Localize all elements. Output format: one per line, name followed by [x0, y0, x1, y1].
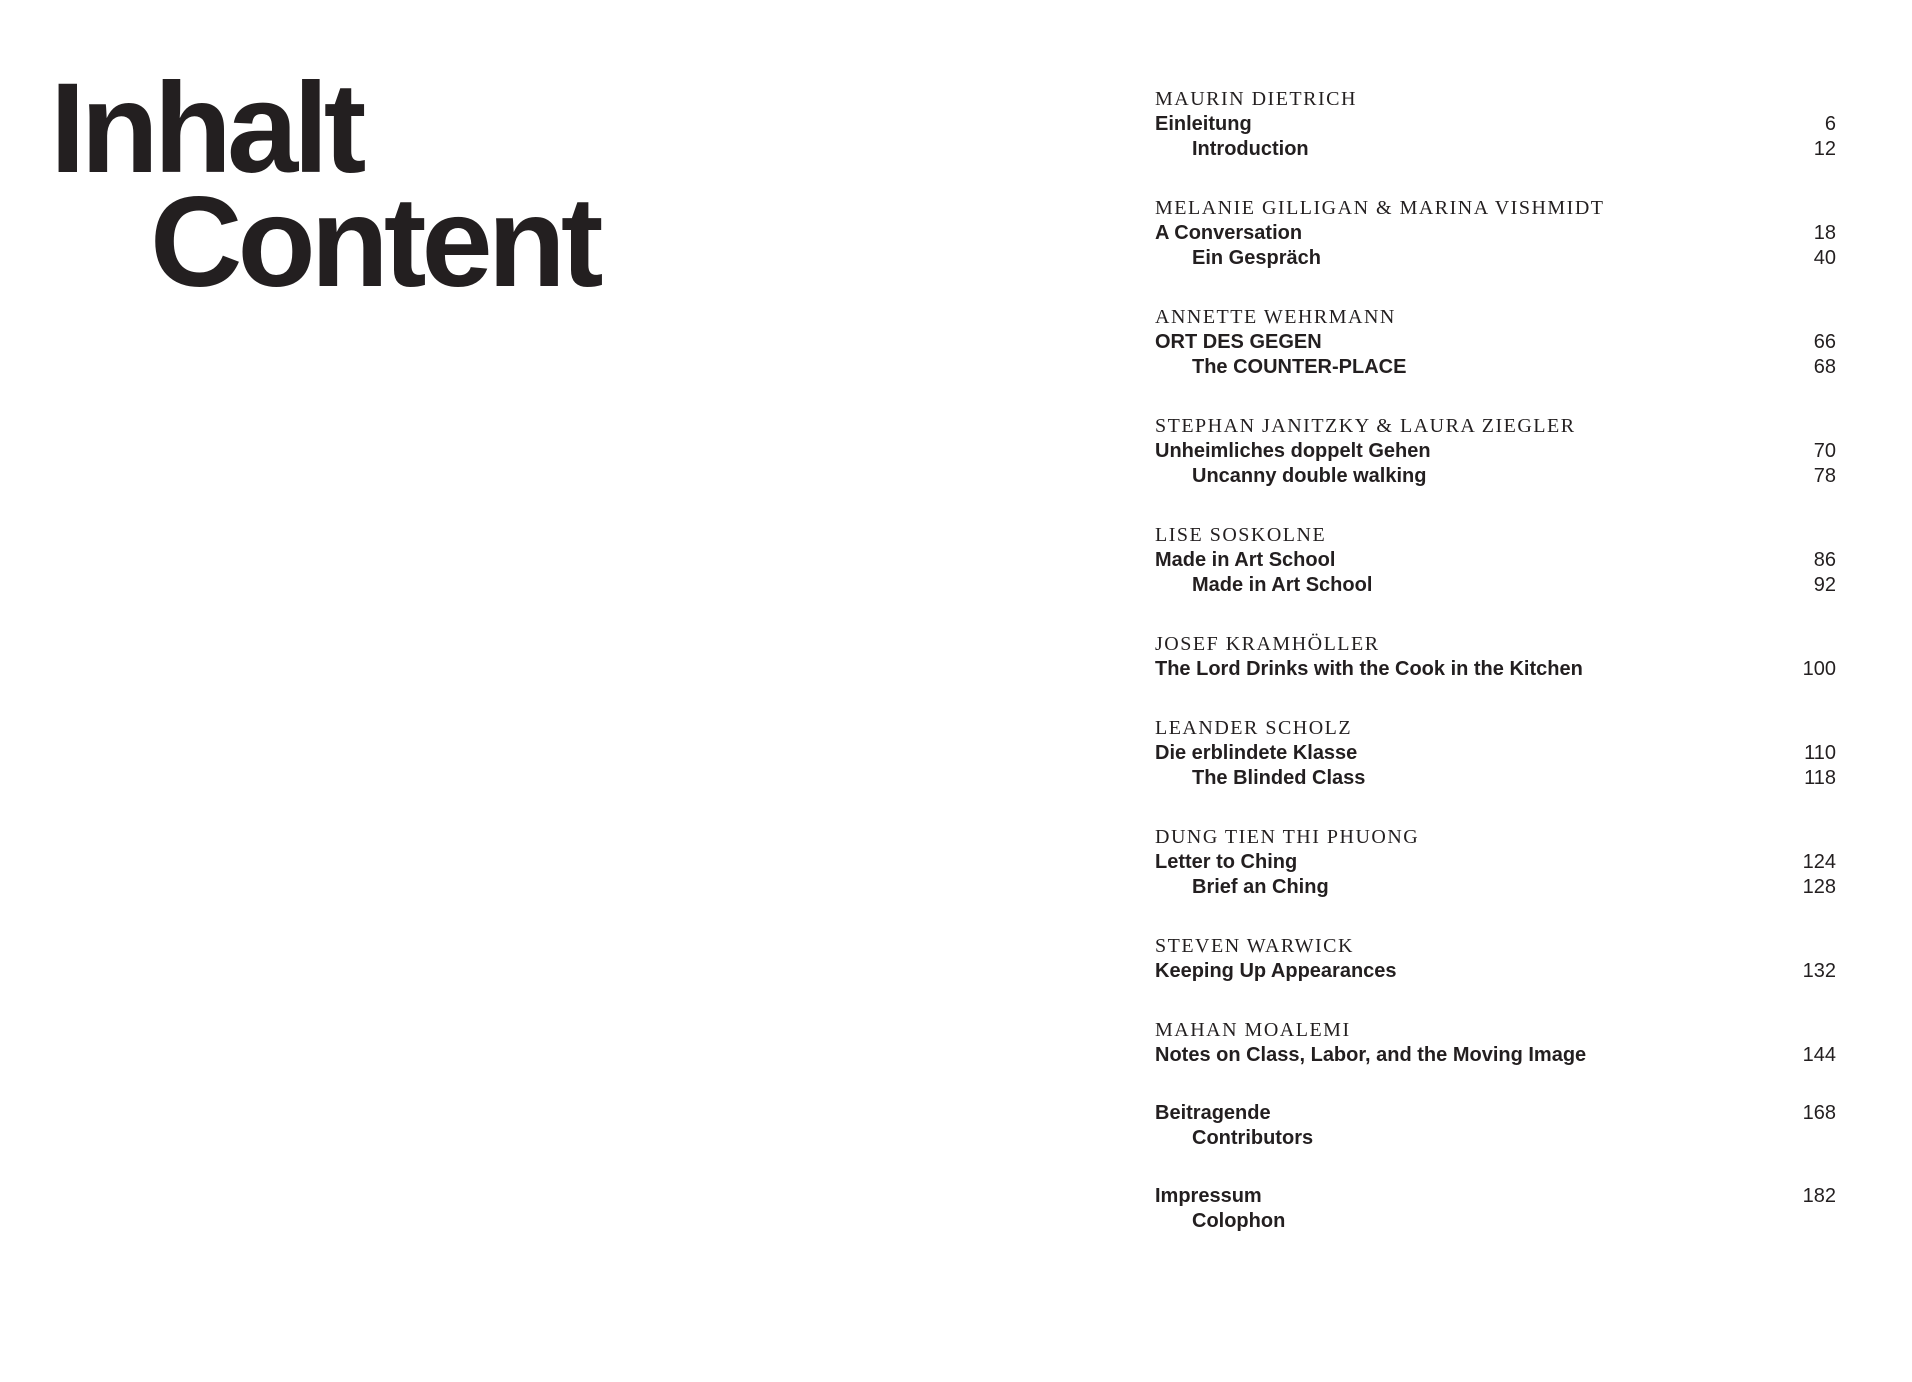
- toc-entry: [1155, 548, 1836, 573]
- toc-group: [1155, 933, 1836, 984]
- toc-entry: [1155, 741, 1836, 766]
- toc-entry-title: Beitragende: [1155, 1102, 1271, 1124]
- toc-page-number: 66: [1813, 331, 1836, 353]
- toc-entry-title: Keeping Up Appearances: [1155, 960, 1397, 982]
- toc-entry-translation: [1155, 137, 1836, 162]
- toc-entry-title: The Blinded Class: [1192, 767, 1366, 789]
- toc-entry-translation: [1155, 355, 1836, 380]
- toc-page-number: 68: [1813, 356, 1836, 378]
- toc-entry-title: Made in Art School: [1155, 549, 1336, 571]
- toc-entry-translation: [1155, 766, 1836, 791]
- table-of-contents: [1155, 86, 1836, 1267]
- toc-page-number: 100: [1802, 658, 1836, 680]
- toc-group: [1155, 824, 1836, 900]
- toc-page-number: 144: [1802, 1044, 1836, 1066]
- toc-entry-title: Die erblindete Klasse: [1155, 742, 1358, 764]
- toc-author: JOSEF KRAMHÖLLER: [1155, 633, 1380, 655]
- toc-group: [1155, 715, 1836, 791]
- toc-page-number: 128: [1802, 876, 1836, 898]
- toc-entry: [1155, 221, 1836, 246]
- toc-entry-translation: [1155, 246, 1836, 271]
- toc-group: [1155, 304, 1836, 380]
- toc-page-number: 78: [1813, 465, 1836, 487]
- toc-entry-title: Contributors: [1192, 1127, 1314, 1149]
- toc-entry-title: The COUNTER-PLACE: [1192, 356, 1407, 378]
- toc-author: ANNETTE WEHRMANN: [1155, 306, 1396, 328]
- toc-group: [1155, 1101, 1836, 1151]
- toc-author: MAHAN MOALEMI: [1155, 1019, 1351, 1041]
- toc-author: LISE SOSKOLNE: [1155, 524, 1327, 546]
- toc-entry-title: Ein Gespräch: [1192, 247, 1321, 269]
- toc-entry: [1155, 657, 1836, 682]
- toc-entry: [1155, 1101, 1836, 1126]
- toc-entry-title: Made in Art School: [1192, 574, 1373, 596]
- toc-entry: [1155, 850, 1836, 875]
- toc-entry-title: Notes on Class, Labor, and the Moving Image: [1155, 1044, 1587, 1066]
- toc-entry-translation: [1155, 464, 1836, 489]
- toc-group: [1155, 195, 1836, 271]
- toc-author: MELANIE GILLIGAN & MARINA VISHMIDT: [1155, 197, 1605, 219]
- toc-page-number: 92: [1813, 574, 1836, 596]
- toc-entry-translation: [1155, 1209, 1836, 1234]
- toc-entry-title: Einleitung: [1155, 113, 1252, 135]
- toc-entry-translation: [1155, 1126, 1836, 1151]
- toc-entry-title: A Conversation: [1155, 222, 1303, 244]
- toc-entry-translation: [1155, 573, 1836, 598]
- toc-page-number: 70: [1813, 440, 1836, 462]
- toc-group: [1155, 413, 1836, 489]
- toc-entry-title: Letter to Ching: [1155, 851, 1298, 873]
- toc-page-number: 6: [1824, 113, 1836, 135]
- toc-group: [1155, 1184, 1836, 1234]
- toc-page-number: 182: [1802, 1185, 1836, 1207]
- toc-entry-title: Introduction: [1192, 138, 1309, 160]
- toc-entry: [1155, 1184, 1836, 1209]
- toc-entry-title: Colophon: [1192, 1210, 1286, 1232]
- page-title-german: Inhalt: [50, 57, 362, 200]
- toc-page-number: 110: [1804, 742, 1836, 764]
- toc-page-number: 40: [1813, 247, 1836, 269]
- page-title: [50, 57, 599, 314]
- toc-author: LEANDER SCHOLZ: [1155, 717, 1353, 739]
- page-title-english: Content: [150, 171, 599, 314]
- toc-author: MAURIN DIETRICH: [1155, 88, 1357, 110]
- toc-page-number: 18: [1813, 222, 1836, 244]
- toc-entry-title: Brief an Ching: [1192, 876, 1329, 898]
- toc-page-number: 118: [1804, 767, 1836, 789]
- toc-group: [1155, 631, 1836, 682]
- toc-page-number: 12: [1813, 138, 1836, 160]
- toc-entry: [1155, 1043, 1836, 1068]
- toc-page-number: 168: [1802, 1102, 1836, 1124]
- toc-entry: [1155, 112, 1836, 137]
- toc-entry-title: Unheimliches doppelt Gehen: [1155, 440, 1431, 462]
- toc-group: [1155, 86, 1836, 162]
- toc-page-number: 86: [1813, 549, 1836, 571]
- toc-entry-title: ORT DES GEGEN: [1155, 331, 1322, 353]
- toc-entry-translation: [1155, 875, 1836, 900]
- toc-entry-title: Uncanny double walking: [1192, 465, 1427, 487]
- toc-entry-title: Impressum: [1155, 1185, 1262, 1207]
- toc-entry-title: The Lord Drinks with the Cook in the Kitchen: [1155, 658, 1583, 680]
- toc-group: [1155, 1017, 1836, 1068]
- toc-group: [1155, 522, 1836, 598]
- toc-author: STEPHAN JANITZKY & LAURA ZIEGLER: [1155, 415, 1576, 437]
- toc-page-number: 124: [1802, 851, 1836, 873]
- toc-entry: [1155, 959, 1836, 984]
- toc-author: STEVEN WARWICK: [1155, 935, 1354, 957]
- toc-entry: [1155, 439, 1836, 464]
- toc-author: DUNG TIEN THI PHUONG: [1155, 826, 1420, 848]
- toc-entry: [1155, 330, 1836, 355]
- toc-page-number: 132: [1802, 960, 1836, 982]
